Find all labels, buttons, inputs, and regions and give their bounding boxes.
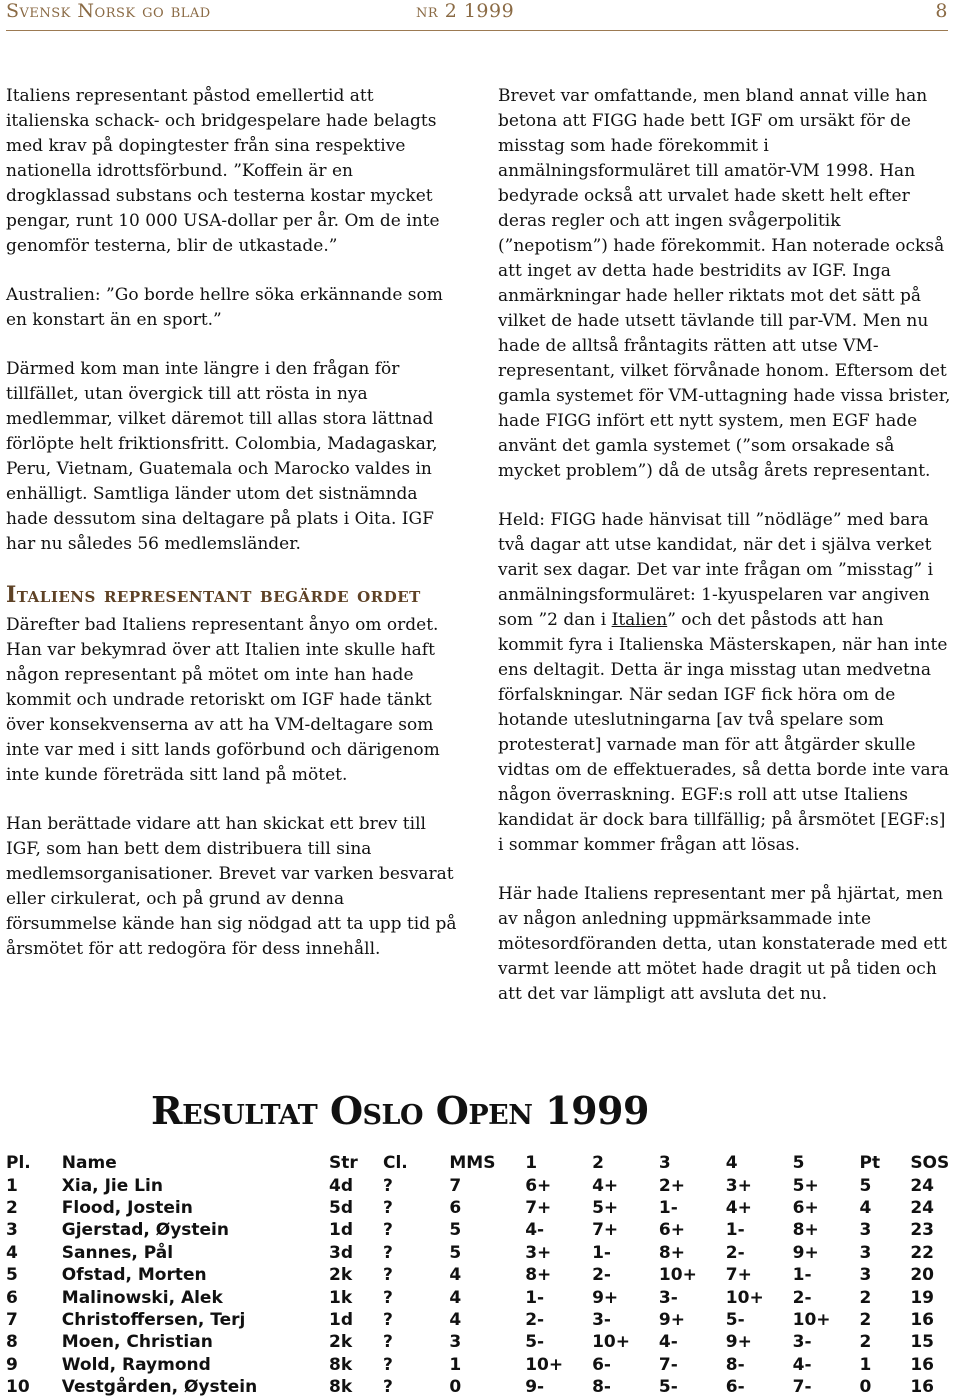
- table-cell: 8: [6, 1332, 18, 1353]
- table-row: [6, 1242, 960, 1264]
- table-cell: 3: [449, 1332, 462, 1353]
- table-cell: 6+: [525, 1175, 552, 1196]
- left-column: [6, 84, 458, 986]
- column-header: 4: [725, 1153, 738, 1174]
- table-cell: 3: [859, 1242, 872, 1263]
- table-cell: Wold, Raymond: [61, 1354, 211, 1375]
- paragraph: Han berättade vidare att han skickat ett brev till IGF, som han bett dem distribuera till sina medlemsorganisationer. Brevet var varken besvarat eller cirkulerat, och på grund av denna försummelse kände han sig nödgad att ta upp tid på årsmötet för att redogöra för dess innehåll.: [6, 814, 457, 959]
- table-cell: 19: [910, 1287, 934, 1308]
- table-cell: 2: [859, 1332, 872, 1353]
- table-row: [6, 1219, 960, 1241]
- table-cell: 10: [6, 1377, 30, 1398]
- text-span: ” och det påstods att han kommit fyra i Italienska Mästerskapen, när han inte ens deltagit. Detta är inga misstag utan medvetna förfalskningar. När sedan IGF fick höra om de hotande uteslutningarna [av två spelare som protesterat] varnade man för att åtgärder skulle vidtas om de effektuerades, så detta borde inte vara någon överraskning. EGF:s roll att utse Italiens kandidat är dock bara tillfällig; på årsmötet [EGF:s] i sommar kommer frågan att lösas.: [498, 610, 949, 855]
- table-cell: ?: [383, 1287, 393, 1308]
- page-header: [6, 0, 948, 31]
- table-cell: Vestgården, Øystein: [61, 1377, 258, 1398]
- table-cell: 9-: [525, 1377, 545, 1398]
- table-cell: 8k: [328, 1377, 353, 1398]
- table-cell: Gjerstad, Øystein: [61, 1220, 229, 1241]
- table-cell: 5-: [658, 1377, 678, 1398]
- section-heading: Italiens representant begärde ordet: [6, 582, 421, 608]
- table-cell: 2-: [725, 1242, 745, 1263]
- table-cell: ?: [383, 1175, 393, 1196]
- table-cell: ?: [383, 1309, 393, 1330]
- table-cell: 8-: [725, 1354, 745, 1375]
- table-cell: 4-: [658, 1332, 678, 1353]
- column-header: MMS: [449, 1153, 496, 1174]
- paragraph-lead: Därefter bad Italiens representant ånyo om ordet.: [6, 615, 439, 635]
- table-cell: 9: [6, 1354, 18, 1375]
- paragraph: Därmed kom man inte längre i den frågan för tillfället, utan övergick till att rösta in nya medlemmar, vilket däremot till allas stora lättnad förlöpte helt friktionsfritt. Colombia, Madagaskar, Peru, Vietnam, Guatemala och Marocko valdes in enhälligt. Samtliga länder utom det sistnämnda hade dessutom sina deltagare på plats i Oita. IGF har nu således 56 medlemsländer.: [6, 359, 438, 554]
- table-cell: ?: [383, 1197, 393, 1218]
- table-cell: ?: [383, 1220, 393, 1241]
- table-cell: 0: [449, 1377, 462, 1398]
- table-cell: 1d: [328, 1220, 353, 1241]
- table-cell: 3-: [658, 1287, 678, 1308]
- underlined-word: Italien: [611, 610, 668, 630]
- table-cell: Sannes, Pål: [61, 1242, 174, 1263]
- table-row: [6, 1331, 960, 1353]
- table-cell: ?: [383, 1242, 393, 1263]
- column-header: Pt: [859, 1153, 881, 1174]
- column-header: Pl.: [6, 1153, 31, 1174]
- table-cell: 6+: [658, 1220, 685, 1241]
- table-cell: 7-: [792, 1377, 812, 1398]
- table-cell: 4: [449, 1287, 462, 1308]
- column-header: SOS: [910, 1153, 950, 1174]
- table-cell: 3+: [525, 1242, 552, 1263]
- table-cell: 24: [910, 1197, 934, 1218]
- table-cell: 4-: [525, 1220, 545, 1241]
- table-cell: 10+: [792, 1309, 831, 1330]
- table-cell: 2k: [328, 1265, 353, 1286]
- table-cell: Xia, Jie Lin: [61, 1175, 163, 1196]
- table-cell: 1-: [792, 1265, 812, 1286]
- paragraph: Han var bekymrad över att Italien inte skulle haft någon representant på mötet om inte han hade kommit och undrade retoriskt om IGF hade tänkt över konsekvenserna av att ha VM-deltagare som inte var med i sitt lands goförbund och därigenom inte kunde företräda sitt land på mötet.: [6, 640, 440, 785]
- table-cell: 4: [6, 1242, 18, 1263]
- table-cell: 3+: [725, 1175, 752, 1196]
- table-cell: 5-: [725, 1309, 745, 1330]
- table-cell: 8+: [792, 1220, 819, 1241]
- table-cell: 16: [910, 1354, 934, 1375]
- table-cell: 1d: [328, 1309, 353, 1330]
- table-cell: 8+: [525, 1265, 552, 1286]
- table-cell: 9+: [725, 1332, 752, 1353]
- table-cell: 7+: [525, 1197, 552, 1218]
- table-cell: Malinowski, Alek: [61, 1287, 223, 1308]
- table-cell: 1-: [525, 1287, 545, 1308]
- table-cell: 5: [449, 1242, 462, 1263]
- table-cell: Flood, Jostein: [61, 1197, 193, 1218]
- table-cell: 20: [910, 1265, 934, 1286]
- right-column: [498, 84, 953, 1031]
- table-cell: 10+: [525, 1354, 564, 1375]
- table-cell: 16: [910, 1309, 934, 1330]
- table-cell: Christoffersen, Terj: [61, 1309, 246, 1330]
- table-cell: 8+: [658, 1242, 685, 1263]
- column-header: 2: [592, 1153, 604, 1174]
- table-cell: 1-: [725, 1220, 745, 1241]
- results-table: [6, 1152, 960, 1398]
- table-cell: 8-: [592, 1377, 611, 1398]
- table-cell: 5: [859, 1175, 872, 1196]
- table-cell: ?: [383, 1354, 393, 1375]
- table-cell: 4: [449, 1309, 462, 1330]
- table-cell: 23: [910, 1220, 934, 1241]
- table-row: [6, 1309, 960, 1331]
- table-cell: 2: [6, 1197, 18, 1218]
- table-cell: 9+: [658, 1309, 685, 1330]
- publication-name: Svensk Norsk go blad: [6, 0, 211, 22]
- table-cell: 24: [910, 1175, 934, 1196]
- table-cell: Ofstad, Morten: [61, 1265, 207, 1286]
- table-row: [6, 1197, 960, 1219]
- table-cell: 6: [449, 1197, 462, 1218]
- table-cell: 16: [910, 1377, 934, 1398]
- table-cell: 3-: [592, 1309, 611, 1330]
- column-header: 3: [658, 1153, 671, 1174]
- table-cell: 10+: [658, 1265, 697, 1286]
- table-row: [6, 1354, 960, 1376]
- table-cell: 9+: [792, 1242, 819, 1263]
- table-row: [6, 1376, 960, 1398]
- table-cell: 15: [910, 1332, 934, 1353]
- table-cell: 3-: [792, 1332, 812, 1353]
- table-cell: 10+: [725, 1287, 764, 1308]
- table-cell: 9+: [592, 1287, 619, 1308]
- table-cell: 4+: [592, 1175, 619, 1196]
- table-cell: 22: [910, 1242, 934, 1263]
- page-number: 8: [935, 0, 948, 22]
- table-cell: 6-: [592, 1354, 611, 1375]
- table-cell: 1: [859, 1354, 872, 1375]
- table-cell: 7: [449, 1175, 462, 1196]
- table-cell: ?: [383, 1265, 393, 1286]
- table-cell: ?: [383, 1377, 393, 1398]
- table-cell: 6+: [792, 1197, 819, 1218]
- table-cell: 10+: [592, 1332, 630, 1353]
- table-cell: 4d: [328, 1175, 353, 1196]
- paragraph: Brevet var omfattande, men bland annat ville han betona att FIGG hade bett IGF om ursäkt för de misstag som hade förekommit i anmälningsformuläret till amatör-VM 1998. Han bedyrade också att urvalet hade skett helt efter deras regler och att ingen svågerpolitik (”nepotism”) hade förekommit. Han noterade också att inget av detta hade bestridits av IGF. Inga anmärkningar hade heller riktats mot det sätt på vilket de hade utsett tävlande till par-VM. Men nu hade de alltså fråntagits rätten att utse VM-representant, vilket förvånade honom. Eftersom det gamla systemet för VM-uttagning hade vissa brister, hade FIGG infört ett nytt system, men EGF hade använt det gamla systemet (”som orsakade så mycket problem”) då de utsåg årets representant.: [498, 86, 951, 481]
- table-cell: 1: [6, 1175, 18, 1196]
- table-cell: 1-: [592, 1242, 611, 1263]
- table-cell: Moen, Christian: [61, 1332, 213, 1353]
- table-cell: ?: [383, 1332, 393, 1353]
- table-cell: 2-: [592, 1265, 611, 1286]
- table-cell: 2-: [525, 1309, 545, 1330]
- table-cell: 4+: [725, 1197, 752, 1218]
- table-cell: 5+: [792, 1175, 819, 1196]
- paragraph: [498, 508, 953, 858]
- table-cell: 3d: [328, 1242, 353, 1263]
- table-cell: 4-: [792, 1354, 812, 1375]
- paragraph: Italiens representant påstod emellertid att italienska schack- och bridgespelare hade belagts med krav på dopingtester från sina respektive nationella idrottsförbund. ”Koffein är en drogklassad substans och testerna kostar mycket pengar, runt 10 000 USA-dollar per år. Om de inte genomför testerna, blir de utkastade.”: [6, 86, 440, 256]
- table-cell: 2k: [328, 1332, 353, 1353]
- text-span: Held: FIGG hade hänvisat till ”nödläge” med bara två dagar att utse kandidat, när det i själva verket varit sex dagar. Det var inte frågan om ”misstag” i anmälningsformuläret: 1-kyuspelaren var angiven som ”2 dan i: [498, 510, 934, 630]
- table-cell: 1k: [328, 1287, 353, 1308]
- table-cell: 2+: [658, 1175, 685, 1196]
- table-cell: 3: [859, 1265, 872, 1286]
- table-cell: 7-: [658, 1354, 678, 1375]
- column-header: Name: [61, 1153, 117, 1174]
- table-cell: 7: [6, 1309, 18, 1330]
- table-cell: 7+: [725, 1265, 752, 1286]
- table-cell: 1-: [658, 1197, 678, 1218]
- column-header: 5: [792, 1153, 805, 1174]
- table-cell: 3: [859, 1220, 872, 1241]
- table-cell: 5: [449, 1220, 462, 1241]
- paragraph: Här hade Italiens representant mer på hjärtat, men av någon anledning uppmärksammade inte mötesordföranden detta, utan konstaterade med ett varmt leende att mötet hade dragit ut på tiden och att det var lämpligt att avsluta det nu.: [498, 884, 947, 1004]
- table-cell: 5: [6, 1265, 18, 1286]
- table-cell: 7+: [592, 1220, 619, 1241]
- table-header-row: [6, 1152, 960, 1174]
- column-header: 1: [525, 1153, 538, 1174]
- table-cell: 2: [859, 1287, 872, 1308]
- table-cell: 5+: [592, 1197, 619, 1218]
- column-header: Cl.: [383, 1153, 408, 1174]
- issue-number: nr 2 1999: [416, 0, 515, 22]
- table-cell: 5-: [525, 1332, 545, 1353]
- table-cell: 2-: [792, 1287, 812, 1308]
- table-row: [6, 1286, 960, 1308]
- table-cell: 3: [6, 1220, 18, 1241]
- table-cell: 8k: [328, 1354, 353, 1375]
- table-cell: 6: [6, 1287, 18, 1308]
- table-row: [6, 1174, 960, 1196]
- table-cell: 6-: [725, 1377, 745, 1398]
- column-header: Str: [328, 1153, 358, 1174]
- paragraph: Australien: ”Go borde hellre söka erkännande som en konstart än en sport.”: [6, 285, 443, 330]
- table-cell: 4: [859, 1197, 872, 1218]
- table-cell: 5d: [328, 1197, 353, 1218]
- table-row: [6, 1264, 960, 1286]
- table-cell: 4: [449, 1265, 462, 1286]
- results-title: Resultat Oslo Open 1999: [151, 1088, 649, 1133]
- table-cell: 0: [859, 1377, 872, 1398]
- table-cell: 1: [449, 1354, 462, 1375]
- table-cell: 2: [859, 1309, 872, 1330]
